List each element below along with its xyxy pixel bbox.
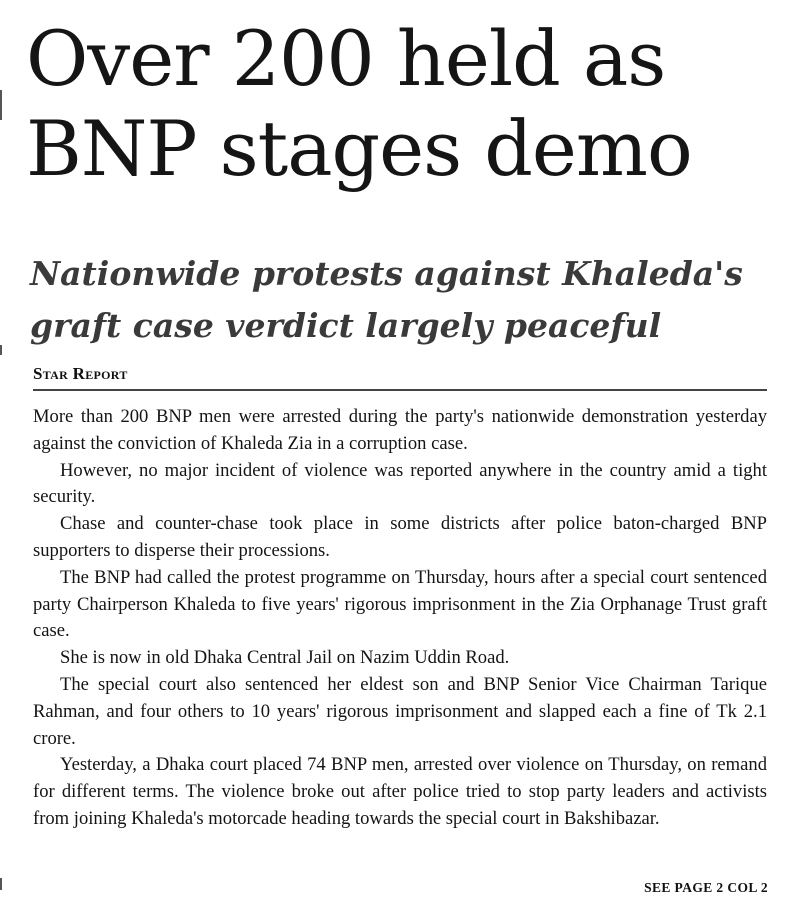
byline-divider bbox=[33, 389, 767, 391]
subheadline-line-2: graft case verdict largely peaceful bbox=[30, 306, 662, 345]
article-paragraph: However, no major incident of violence was reported anywhere in the country amid a tight security. bbox=[33, 459, 767, 508]
left-edge-mark-bottom bbox=[0, 878, 2, 890]
article-paragraph: More than 200 BNP men were arrested during the party's nationwide demonstration yesterday against the conviction of Khaleda Zia in a corruption case. bbox=[33, 406, 767, 454]
byline: Star Report bbox=[33, 364, 128, 383]
left-edge-mark-lower bbox=[0, 345, 2, 355]
article-paragraph: She is now in old Dhaka Central Jail on Nazim Uddin Road. bbox=[60, 647, 510, 669]
subheadline-line-1: Nationwide protests against Khaleda's bbox=[30, 254, 743, 293]
headline-line-1: Over 200 held as bbox=[26, 14, 666, 103]
article-paragraph: Yesterday, a Dhaka court placed 74 BNP men, arrested over violence on Thursday, on remand for different terms. The violence broke out after police tried to stop party leaders and activists from joining Khaleda's motorcade heading towards the special court in Bakshibazar. bbox=[33, 754, 767, 829]
subheadline bbox=[30, 248, 780, 352]
article-body bbox=[33, 404, 767, 833]
headline bbox=[26, 14, 786, 194]
headline-line-2: BNP stages demo bbox=[26, 104, 692, 193]
left-edge-mark-upper bbox=[0, 90, 2, 120]
article-paragraph: The BNP had called the protest programme on Thursday, hours after a special court sentenced party Chairperson Khaleda to five years' rigorous imprisonment in the Zia Orphanage Trust graft case. bbox=[33, 566, 767, 642]
article-paragraph: Chase and counter-chase took place in some districts after police baton-charged BNP supporters to disperse their processions. bbox=[33, 513, 767, 561]
continued-on-page-link[interactable]: SEE PAGE 2 COL 2 bbox=[644, 880, 768, 895]
article-paragraph: The special court also sentenced her eldest son and BNP Senior Vice Chairman Tarique Rahman, and four others to 10 years' rigorous imprisonment and slapped each a fine of Tk 2.1 crore. bbox=[33, 673, 767, 749]
